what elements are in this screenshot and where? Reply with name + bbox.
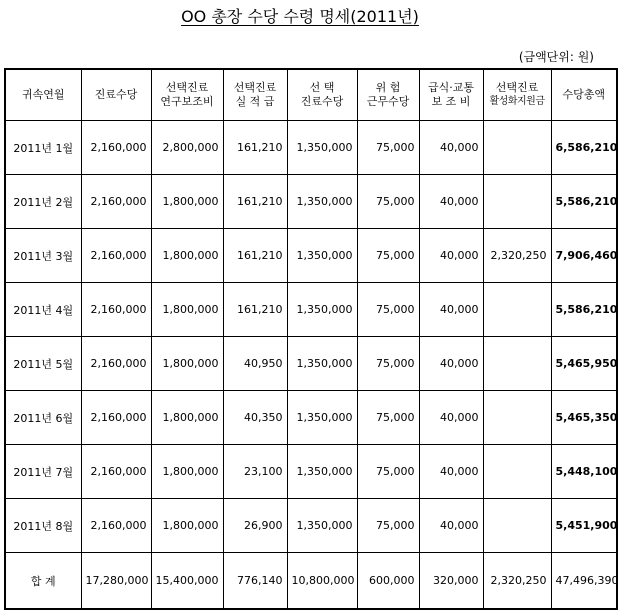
table-row (5, 391, 617, 445)
column-header-line: 위 험 (375, 81, 401, 94)
amount-cell: 40,000 (419, 391, 483, 445)
period-cell: 2011년 6월 (5, 391, 81, 445)
amount-cell: 2,160,000 (81, 499, 151, 553)
amount-cell: 2,160,000 (81, 445, 151, 499)
table-row (5, 121, 617, 175)
amount-cell: 2,160,000 (81, 391, 151, 445)
column-header-line: 선택진료 (233, 81, 277, 94)
column-header (223, 69, 287, 121)
amount-cell: 1,800,000 (151, 283, 223, 337)
amount-cell: 1,800,000 (151, 391, 223, 445)
amount-cell: 40,000 (419, 283, 483, 337)
amount-cell: 10,800,000 (287, 553, 357, 610)
amount-cell: 40,350 (223, 391, 287, 445)
total-amount-cell: 7,906,460 (551, 229, 617, 283)
page-title-text: OO 총장 수당 수령 명세(2011년) (181, 7, 419, 26)
amount-cell (483, 445, 551, 499)
amount-cell: 2,800,000 (151, 121, 223, 175)
amount-cell: 1,350,000 (287, 121, 357, 175)
amount-cell (483, 175, 551, 229)
amount-cell: 1,800,000 (151, 499, 223, 553)
column-header-line: 진료수당 (300, 95, 344, 108)
amount-cell: 40,000 (419, 121, 483, 175)
table-row (5, 337, 617, 391)
table-row (5, 499, 617, 553)
amount-cell: 1,350,000 (287, 229, 357, 283)
column-header-line: 급식·교통 (427, 81, 474, 94)
amount-cell: 161,210 (223, 229, 287, 283)
amount-cell: 1,800,000 (151, 229, 223, 283)
period-cell: 2011년 3월 (5, 229, 81, 283)
column-header-line: 보 조 비 (431, 95, 471, 108)
column-header-line: 수당총액 (562, 88, 605, 101)
column-header (483, 69, 551, 121)
amount-cell: 1,350,000 (287, 175, 357, 229)
amount-cell: 40,950 (223, 337, 287, 391)
amount-cell: 776,140 (223, 553, 287, 610)
amount-cell: 1,800,000 (151, 175, 223, 229)
amount-cell: 26,900 (223, 499, 287, 553)
amount-cell: 161,210 (223, 283, 287, 337)
column-header-line: 선 택 (309, 81, 335, 94)
amount-cell: 75,000 (357, 337, 419, 391)
total-row (5, 553, 617, 610)
amount-cell: 75,000 (357, 283, 419, 337)
page-title (0, 4, 600, 27)
amount-cell: 75,000 (357, 391, 419, 445)
period-cell: 2011년 4월 (5, 283, 81, 337)
column-header (357, 69, 419, 121)
amount-cell: 40,000 (419, 445, 483, 499)
column-header (81, 69, 151, 121)
amount-cell: 23,100 (223, 445, 287, 499)
table-row (5, 445, 617, 499)
total-amount-cell: 5,465,350 (551, 391, 617, 445)
amount-cell (483, 121, 551, 175)
unit-note: (금액단위: 원) (518, 50, 594, 64)
column-header (287, 69, 357, 121)
total-amount-cell: 6,586,210 (551, 121, 617, 175)
column-header-line: 선택진료 (495, 81, 539, 94)
total-amount-cell: 5,586,210 (551, 283, 617, 337)
amount-cell: 2,160,000 (81, 121, 151, 175)
column-header-line: 활성화지원금 (489, 96, 545, 107)
column-header (151, 69, 223, 121)
period-cell: 2011년 1월 (5, 121, 81, 175)
header-row (5, 69, 617, 121)
period-cell: 2011년 5월 (5, 337, 81, 391)
amount-cell: 1,350,000 (287, 445, 357, 499)
table-row (5, 229, 617, 283)
table-row (5, 175, 617, 229)
total-amount-cell: 5,586,210 (551, 175, 617, 229)
table-header (5, 69, 617, 121)
amount-cell: 75,000 (357, 121, 419, 175)
period-cell: 2011년 7월 (5, 445, 81, 499)
amount-cell: 1,350,000 (287, 283, 357, 337)
amount-cell: 40,000 (419, 229, 483, 283)
amount-cell: 75,000 (357, 499, 419, 553)
amount-cell: 2,160,000 (81, 283, 151, 337)
amount-cell: 75,000 (357, 175, 419, 229)
amount-cell: 1,350,000 (287, 391, 357, 445)
amount-cell: 2,320,250 (483, 229, 551, 283)
column-header-line: 근무수당 (366, 95, 410, 108)
column-header-line: 선택진료 (165, 81, 209, 94)
amount-cell: 600,000 (357, 553, 419, 610)
amount-cell: 2,160,000 (81, 337, 151, 391)
amount-cell: 75,000 (357, 229, 419, 283)
total-amount-cell: 47,496,390 (551, 553, 617, 610)
table-row (5, 283, 617, 337)
amount-cell: 17,280,000 (81, 553, 151, 610)
amount-cell: 40,000 (419, 337, 483, 391)
amount-cell: 2,320,250 (483, 553, 551, 610)
total-amount-cell: 5,465,950 (551, 337, 617, 391)
amount-cell: 40,000 (419, 499, 483, 553)
amount-cell: 40,000 (419, 175, 483, 229)
period-cell: 2011년 8월 (5, 499, 81, 553)
allowance-table (4, 68, 618, 610)
column-header (5, 69, 81, 121)
amount-cell (483, 499, 551, 553)
column-header-line: 연구보조비 (160, 95, 214, 108)
amount-cell: 161,210 (223, 175, 287, 229)
total-amount-cell: 5,448,100 (551, 445, 617, 499)
amount-cell: 1,350,000 (287, 499, 357, 553)
amount-cell: 2,160,000 (81, 229, 151, 283)
amount-cell (483, 283, 551, 337)
amount-cell: 1,350,000 (287, 337, 357, 391)
column-header-line: 귀속연월 (21, 88, 65, 101)
total-amount-cell: 5,451,900 (551, 499, 617, 553)
amount-cell (483, 391, 551, 445)
column-header (419, 69, 483, 121)
amount-cell: 1,800,000 (151, 337, 223, 391)
amount-cell: 1,800,000 (151, 445, 223, 499)
column-header-line: 진료수당 (94, 88, 138, 101)
amount-cell (483, 337, 551, 391)
column-header-line: 실 적 급 (235, 95, 275, 108)
amount-cell: 320,000 (419, 553, 483, 610)
amount-cell: 2,160,000 (81, 175, 151, 229)
amount-cell: 15,400,000 (151, 553, 223, 610)
amount-cell: 75,000 (357, 445, 419, 499)
table-body (5, 121, 617, 610)
period-cell: 2011년 2월 (5, 175, 81, 229)
column-header (551, 69, 617, 121)
amount-cell: 161,210 (223, 121, 287, 175)
total-label: 합 계 (5, 553, 81, 610)
